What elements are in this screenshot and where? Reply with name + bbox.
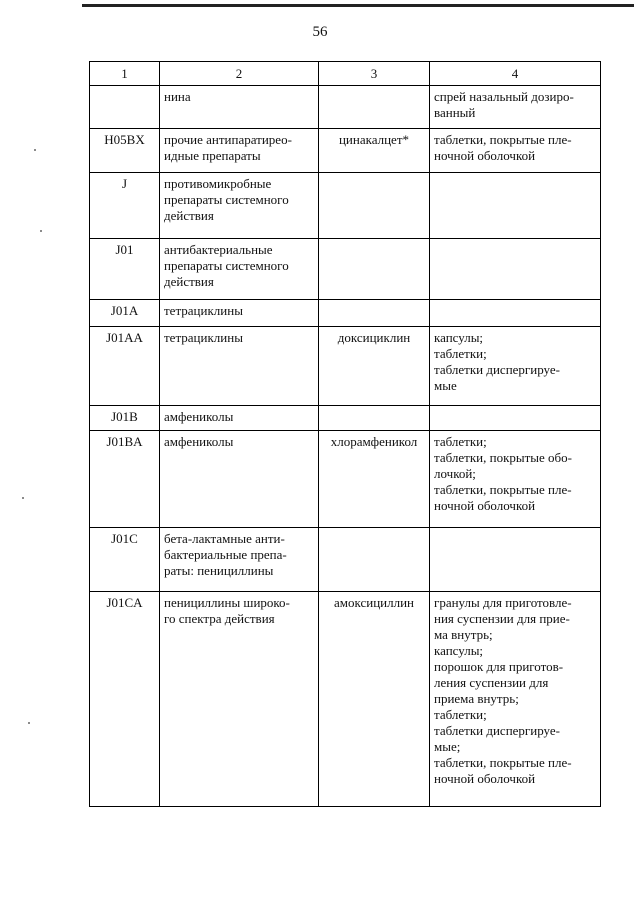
group-name-cell: амфениколы (160, 431, 319, 528)
table-row (90, 129, 601, 173)
atc-code-cell: J01A (90, 300, 160, 327)
atc-code-cell: J01C (90, 528, 160, 592)
table-row (90, 86, 601, 129)
atc-code-cell: J01BA (90, 431, 160, 528)
column-number: 4 (430, 62, 601, 86)
group-name-cell: противомикробные препараты системного действия (160, 173, 319, 239)
dosage-form-cell: гранулы для приготовле- ния суспензии для прие- ма внутрь; капсулы; порошок для приготов- ления суспензии для приема внутрь; таблетки; таблетки диспергируе- мые; таблетки, покрытые пле- ночной оболочкой (430, 592, 601, 807)
drug-name-cell: цинакалцет* (319, 129, 430, 173)
atc-code-cell: J01B (90, 406, 160, 431)
dosage-form-cell: спрей назальный дозиро- ванный (430, 86, 601, 129)
drug-name-cell: амоксициллин (319, 592, 430, 807)
column-number: 2 (160, 62, 319, 86)
dosage-form-cell (430, 300, 601, 327)
dosage-form-cell: таблетки, покрытые пле- ночной оболочкой (430, 129, 601, 173)
drug-name-cell (319, 300, 430, 327)
table-row (90, 528, 601, 592)
table-header-row (90, 62, 601, 86)
atc-code-cell: J01 (90, 239, 160, 300)
drug-name-cell (319, 173, 430, 239)
group-name-cell: бета-лактамные анти- бактериальные препа- раты: пенициллины (160, 528, 319, 592)
atc-code-cell: J01AA (90, 327, 160, 406)
atc-code-cell: H05BX (90, 129, 160, 173)
table-row (90, 406, 601, 431)
scan-speck (40, 230, 42, 232)
column-number: 1 (90, 62, 160, 86)
page-number: 56 (312, 24, 328, 40)
table-row (90, 239, 601, 300)
scan-speck (34, 149, 36, 151)
group-name-cell: нина (160, 86, 319, 129)
dosage-form-cell (430, 406, 601, 431)
drug-table (89, 61, 601, 807)
scan-speck (22, 497, 24, 499)
column-number: 3 (319, 62, 430, 86)
atc-code-cell: J (90, 173, 160, 239)
drug-name-cell: доксициклин (319, 327, 430, 406)
group-name-cell: тетрациклины (160, 327, 319, 406)
table-row (90, 431, 601, 528)
table-row (90, 300, 601, 327)
table-row (90, 592, 601, 807)
group-name-cell: пенициллины широко- го спектра действия (160, 592, 319, 807)
dosage-form-cell: капсулы; таблетки; таблетки диспергируе- мые (430, 327, 601, 406)
atc-code-cell (90, 86, 160, 129)
drug-name-cell (319, 406, 430, 431)
top-rule (82, 4, 634, 7)
group-name-cell: тетрациклины (160, 300, 319, 327)
group-name-cell: прочие антипаратирео- идные препараты (160, 129, 319, 173)
dosage-form-cell: таблетки; таблетки, покрытые обо- лочкой; таблетки, покрытые пле- ночной оболочкой (430, 431, 601, 528)
dosage-form-cell (430, 528, 601, 592)
group-name-cell: антибактериальные препараты системного действия (160, 239, 319, 300)
table-row (90, 327, 601, 406)
dosage-form-cell (430, 239, 601, 300)
group-name-cell: амфениколы (160, 406, 319, 431)
scan-speck (28, 722, 30, 724)
drug-name-cell (319, 239, 430, 300)
atc-code-cell: J01CA (90, 592, 160, 807)
dosage-form-cell (430, 173, 601, 239)
drug-name-cell: хлорамфеникол (319, 431, 430, 528)
drug-name-cell (319, 86, 430, 129)
drug-name-cell (319, 528, 430, 592)
table-row (90, 173, 601, 239)
